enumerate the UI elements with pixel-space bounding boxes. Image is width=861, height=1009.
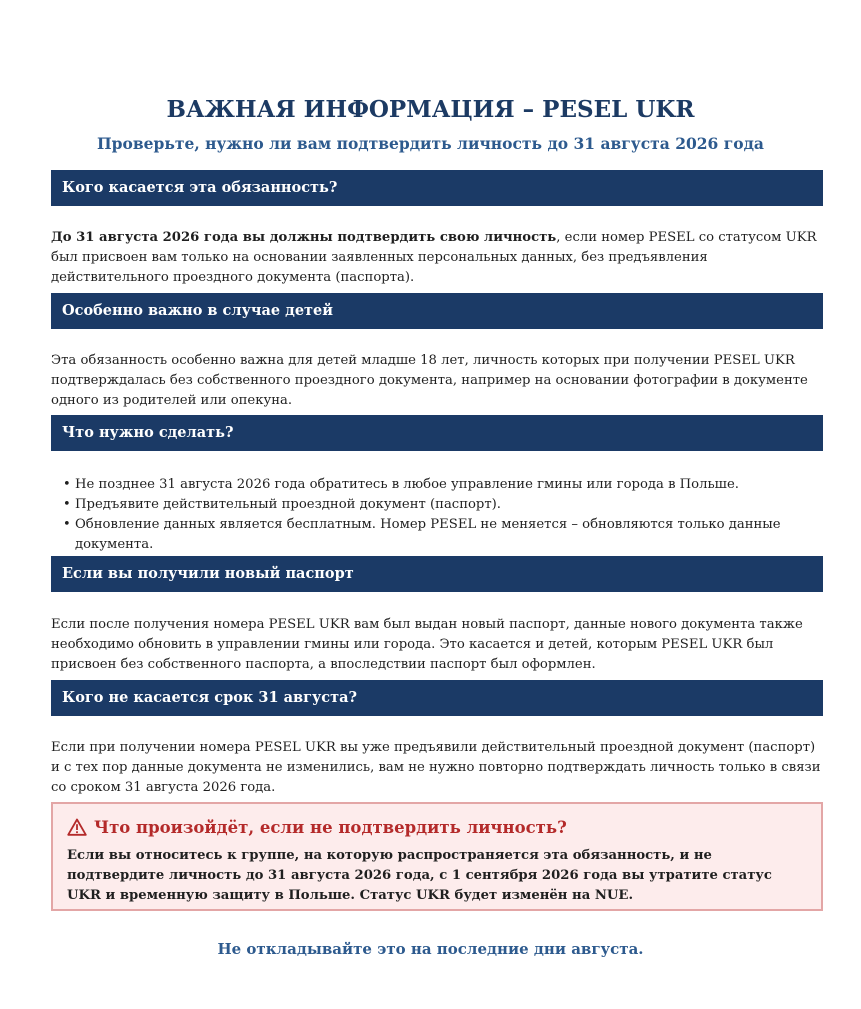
list-item: • Предъявите действительный проездной документ (паспорт).	[51, 495, 823, 515]
page-subtitle: Проверьте, нужно ли вам подтвердить личность до 31 августа 2026 года	[97, 134, 764, 153]
section-text-who	[51, 228, 826, 288]
list-item: • Обновление данных является бесплатным. Номер PESEL не меняется – обновляются только данные документа.	[51, 515, 823, 555]
section-text-not-concerned: Если при получении номера PESEL UKR вы уже предъявили действительный проездной документ (паспорт) и с тех пор данные документа не изменились, вам не нужно повторно подтверждать личность только в связи со сроком 31 августа 2026 года.	[51, 740, 821, 795]
page-title: ВАЖНАЯ ИНФОРМАЦИЯ – PESEL UKR	[166, 96, 695, 123]
todo-list	[51, 475, 823, 555]
section-text-new-passport: Если после получения номера PESEL UKR вам был выдан новый паспорт, данные нового документа также необходимо обновить в управлении гмины или города. Это касается и детей, которым PESEL UKR был присвоен без собственного паспорта, а впоследствии паспорт был оформлен.	[51, 617, 803, 672]
footer-note: Не откладывайте это на последние дни августа.	[217, 940, 644, 958]
list-item: • Не позднее 31 августа 2026 года обратитесь в любое управление гмины или города в Польше.	[51, 475, 823, 495]
section-heading-new-passport: Если вы получили новый паспорт	[51, 556, 823, 592]
section-heading-who: Кого касается эта обязанность?	[51, 170, 823, 206]
warning-box	[51, 802, 823, 911]
warning-title: Что произойдёт, если не подтвердить личность?	[94, 817, 567, 837]
section-heading-children: Особенно важно в случае детей	[51, 293, 823, 329]
section-text-who-bold: До 31 августа 2026 года вы должны подтвердить свою личность	[51, 230, 557, 245]
warning-triangle-icon	[67, 818, 87, 836]
section-text-who-rest: , если номер PESEL со статусом UKR был присвоен вам только на основании заявленных персональных данных, без предъявления действительного проездного документа (паспорта).	[51, 230, 817, 285]
warning-header	[67, 814, 567, 840]
section-text-children: Эта обязанность особенно важна для детей младше 18 лет, личность которых при получении PESEL UKR подтверждалась без собственного проездного документа, например на основании фотографии в документе одного из родителей или опекуна.	[51, 353, 808, 408]
section-heading-todo: Что нужно сделать?	[51, 415, 823, 451]
section-heading-not-concerned: Кого не касается срок 31 августа?	[51, 680, 823, 716]
warning-text: Если вы относитесь к группе, на которую распространяется эта обязанность, и не подтвердите личность до 31 августа 2026 года, с 1 сентября 2026 года вы утратите статус UKR и временную защиту в Польше. Статус UKR будет изменён на NUE.	[67, 848, 772, 903]
